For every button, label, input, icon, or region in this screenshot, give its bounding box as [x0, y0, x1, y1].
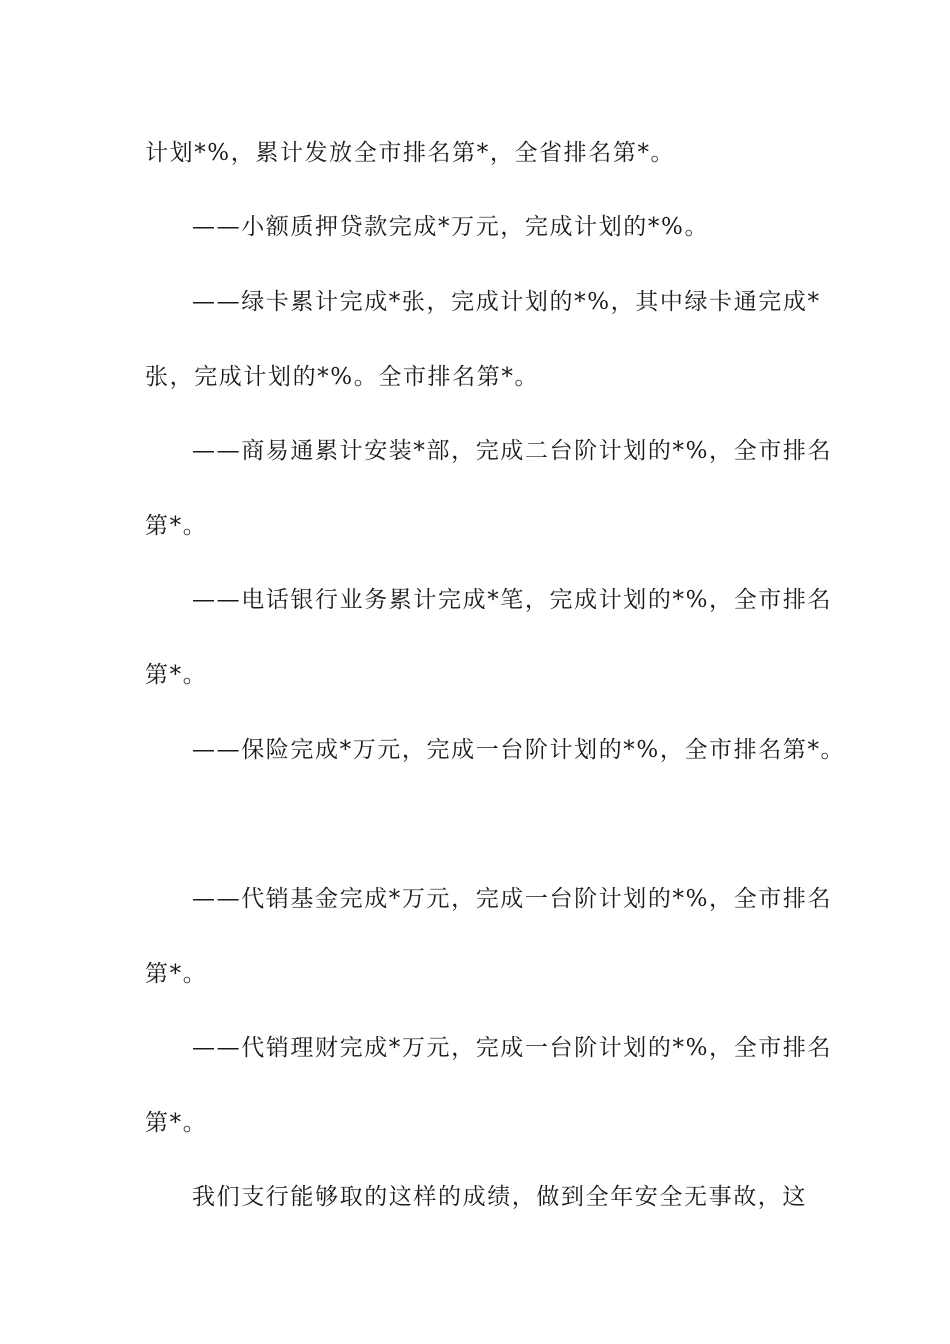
text-line: 第*。	[145, 662, 208, 688]
text-line: 第*。	[145, 961, 208, 987]
text-line: 计划*%，累计发放全市排名第*，全省排名第*。	[145, 140, 676, 166]
text-line: 第*。	[145, 513, 208, 539]
text-line: ——保险完成*万元，完成一台阶计划的*%，全市排名第*。	[192, 737, 846, 763]
text-line: ——代销理财完成*万元，完成一台阶计划的*%，全市排名	[192, 1035, 833, 1061]
text-line: ——绿卡累计完成*张，完成计划的*%，其中绿卡通完成*	[192, 289, 821, 315]
text-line: 张，完成计划的*%。全市排名第*。	[145, 364, 540, 390]
text-line: ——小额质押贷款完成*万元，完成计划的*%。	[192, 214, 710, 240]
text-line: ——电话银行业务累计完成*笔，完成计划的*%，全市排名	[192, 587, 833, 613]
text-line: ——代销基金完成*万元，完成一台阶计划的*%，全市排名	[192, 886, 833, 912]
text-line: 第*。	[145, 1110, 208, 1136]
text-line: 我们支行能够取的这样的成绩，做到全年安全无事故，这	[192, 1184, 807, 1210]
text-line: ——商易通累计安装*部，完成二台阶计划的*%，全市排名	[192, 438, 833, 464]
